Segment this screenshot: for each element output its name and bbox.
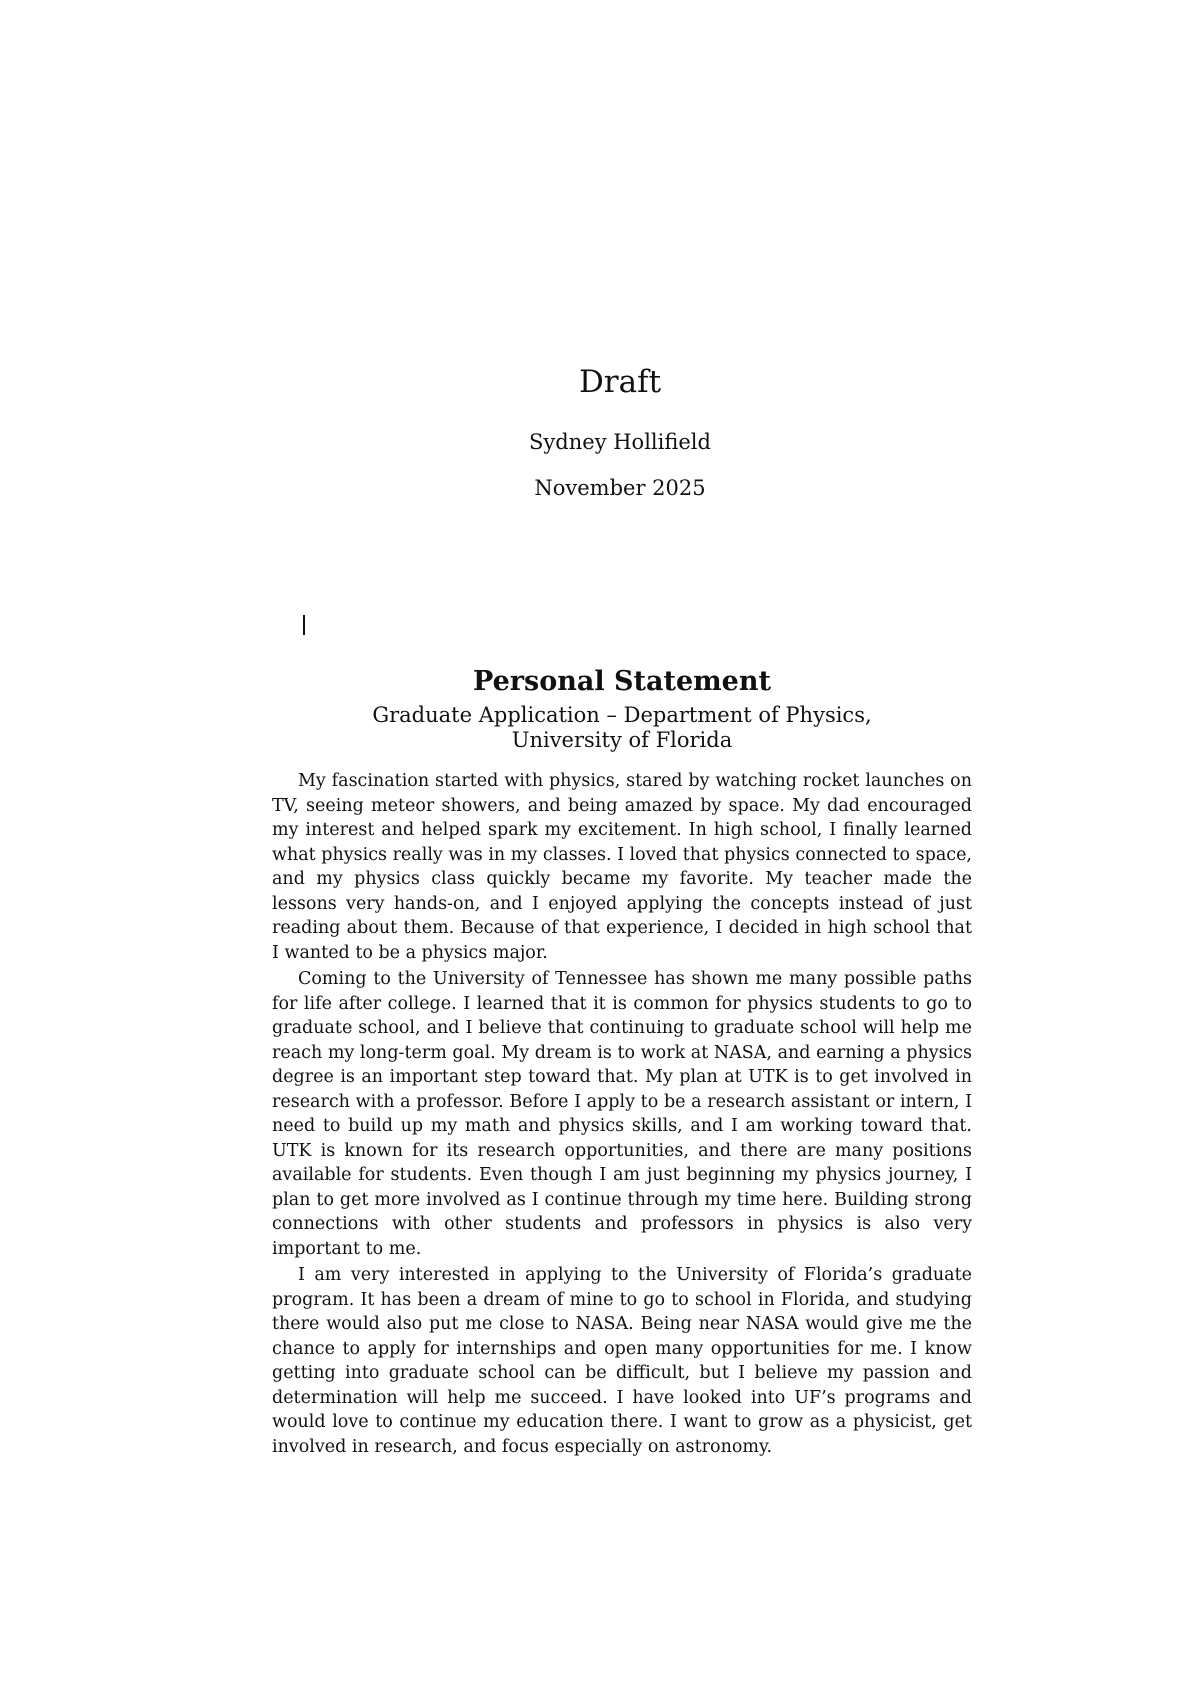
personal-statement-section (272, 665, 972, 1461)
statement-paragraph: Coming to the University of Tennessee has shown me many possible paths for life after college. I learned that it is common for physics students to go to graduate school, and I believe that continuing to graduate school will help me reach my long-term goal. My dream is to work at NASA, and earning a physics degree is an important step toward that. My plan at UTK is to get involved in research with a professor. Before I apply to be a research assistant or intern, I need to build up my math and physics skills, and I am working toward that. UTK is known for its research opportunities, and there are many positions available for students. Even though I am just beginning my physics journey, I plan to get more involved as I continue through my time here. Building strong connections with other students and professors in physics is also very important to me. (272, 969, 972, 1259)
document-date: November 2025 (534, 476, 706, 500)
text-cursor (303, 615, 305, 635)
title-block (0, 362, 1200, 502)
statement-subheading: Graduate Application – Department of Physics, University of Florida (372, 703, 872, 752)
document-title: Draft (578, 364, 662, 400)
statement-body (272, 769, 972, 1459)
document-author: Sydney Hollifield (529, 430, 711, 454)
statement-heading: Personal Statement (473, 666, 771, 697)
statement-paragraph: My fascination started with physics, stared by watching rocket launches on TV, seeing meteor showers, and being amazed by space. My dad encouraged my interest and helped spark my excitement. In high school, I finally learned what physics really was in my classes. I loved that physics connected to space, and my physics class quickly became my favorite. My teacher made the lessons very hands-on, and I enjoyed applying the concepts instead of just reading about them. Because of that experience, I decided in high school that I wanted to be a physics major. (272, 771, 972, 963)
statement-paragraph: I am very interested in applying to the University of Florida’s graduate program. It has been a dream of mine to go to school in Florida, and studying there would also put me close to NASA. Being near NASA would give me the chance to apply for internships and open many opportunities for me. I know getting into graduate school can be difficult, but I believe my passion and determination will help me succeed. I have looked into UF’s programs and would love to continue my education there. I want to grow as a physicist, get involved in research, and focus especially on astronomy. (272, 1265, 972, 1457)
